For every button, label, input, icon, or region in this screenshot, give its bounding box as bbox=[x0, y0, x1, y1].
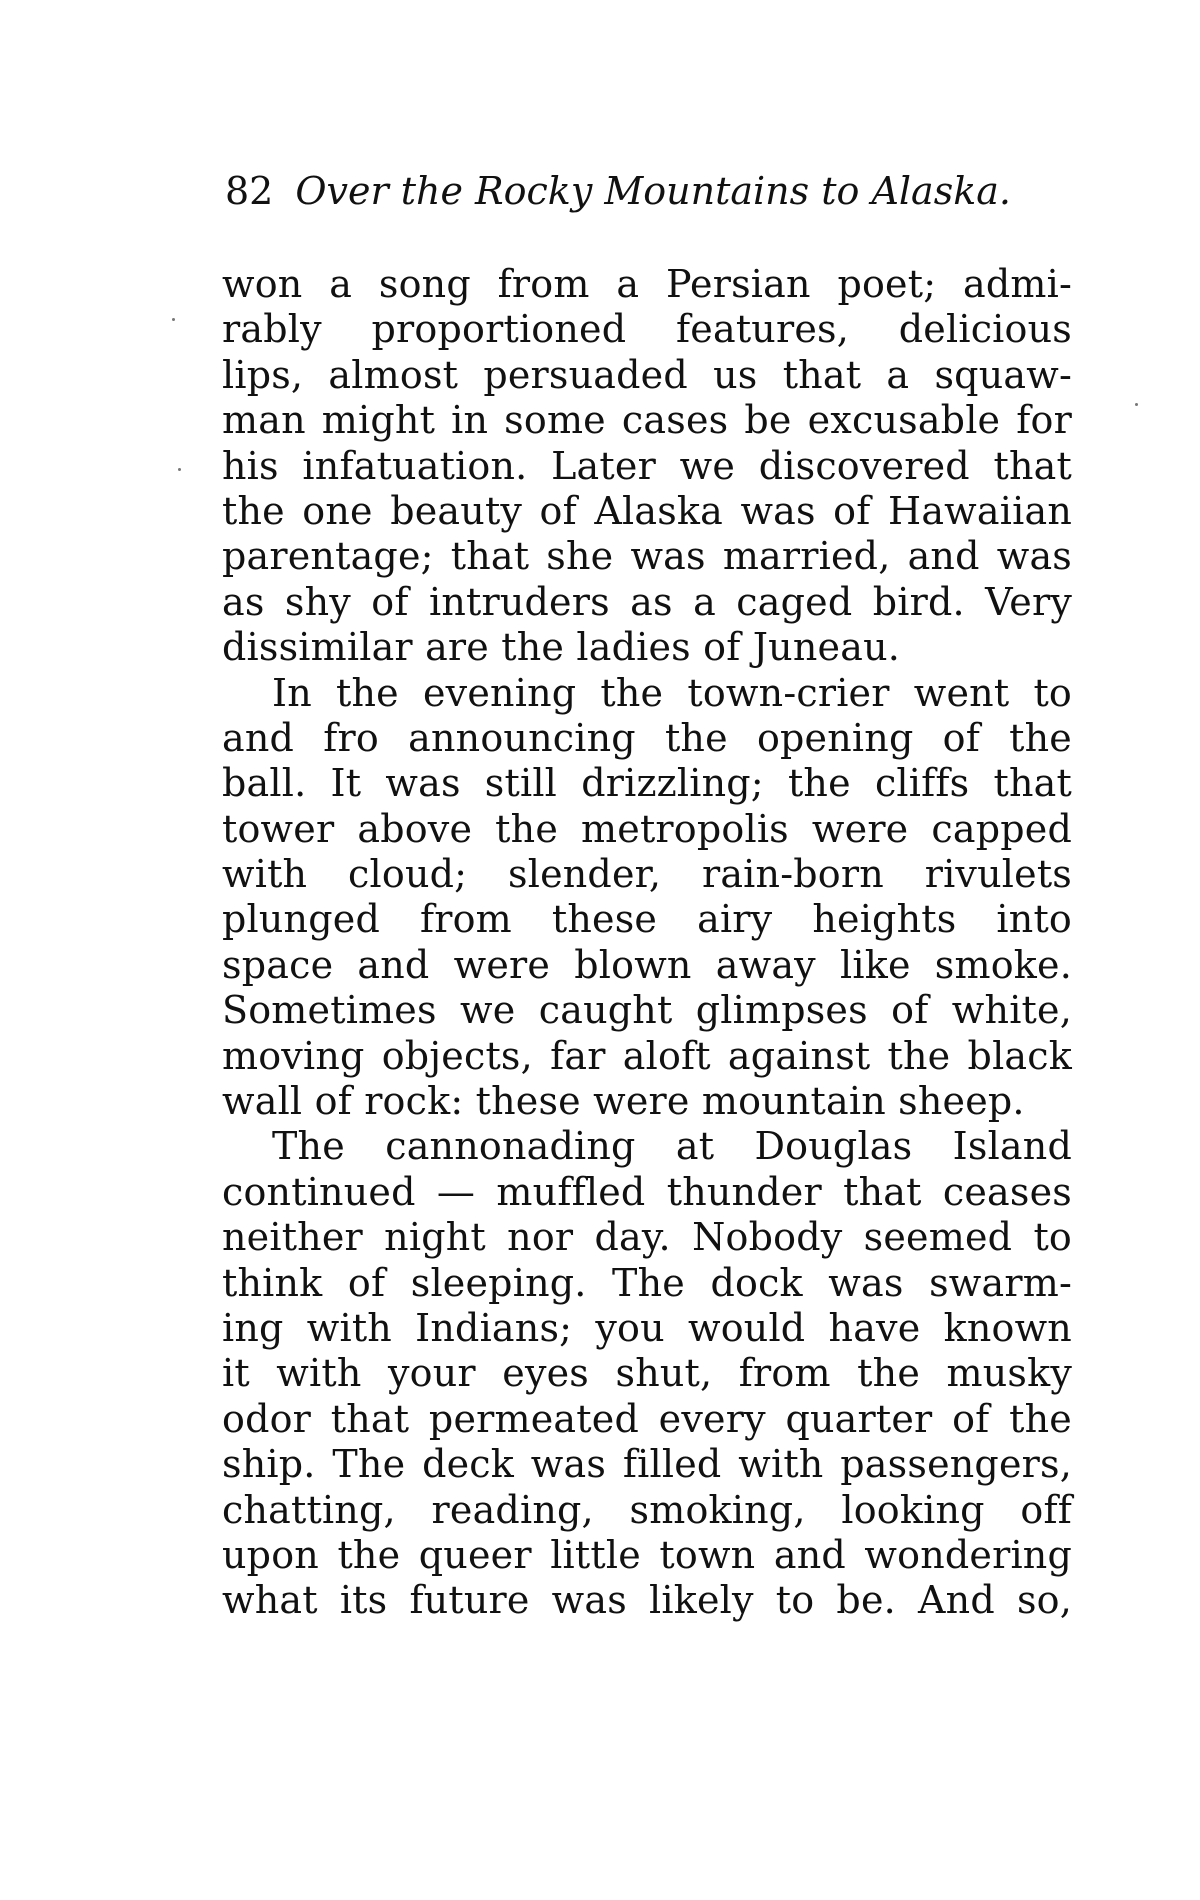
text-line: moving objects, far aloft against the black bbox=[222, 1033, 1072, 1078]
body-text bbox=[222, 262, 1072, 1624]
text-line: his infatuation. Later we discovered that bbox=[222, 443, 1072, 488]
paragraph bbox=[222, 1124, 1072, 1623]
text-line: odor that permeated every quarter of the bbox=[222, 1396, 1072, 1441]
text-line: In the evening the town-crier went to bbox=[272, 670, 1072, 715]
text-line: chatting, reading, smoking, looking off bbox=[222, 1487, 1072, 1532]
text-line: think of sleeping. The dock was swarm- bbox=[222, 1260, 1072, 1305]
paragraph bbox=[222, 262, 1072, 671]
text-line: lips, almost persuaded us that a squaw- bbox=[222, 352, 1072, 397]
scan-speck bbox=[172, 318, 175, 321]
text-line: and fro announcing the opening of the bbox=[222, 715, 1072, 760]
scan-speck bbox=[178, 468, 181, 471]
text-line: neither night nor day. Nobody seemed to bbox=[222, 1215, 1072, 1260]
text-line: won a song from a Persian poet; admi- bbox=[222, 262, 1072, 306]
text-line: the one beauty of Alaska was of Hawaiian bbox=[222, 488, 1072, 533]
paragraph bbox=[222, 671, 1072, 1125]
text-line: dissimilar are the ladies of Juneau. bbox=[222, 625, 901, 670]
text-line: space and were blown away like smoke. bbox=[222, 942, 1072, 987]
page-number: 82 bbox=[225, 169, 274, 213]
text-line: wall of rock: these were mountain sheep. bbox=[222, 1079, 1025, 1124]
text-line: The cannonading at Douglas Island bbox=[272, 1124, 1072, 1169]
text-line: parentage; that she was married, and was bbox=[222, 534, 1072, 579]
running-head bbox=[225, 168, 1075, 214]
text-line: ship. The deck was filled with passengers, bbox=[222, 1442, 1072, 1487]
scan-speck bbox=[1135, 403, 1138, 406]
text-line: man might in some cases be excusable for bbox=[222, 398, 1072, 443]
text-line: rably proportioned features, delicious bbox=[222, 307, 1072, 352]
text-line: tower above the metropolis were capped bbox=[222, 806, 1072, 851]
text-line: ball. It was still drizzling; the cliffs that bbox=[222, 761, 1072, 806]
text-line: ing with Indians; you would have known bbox=[222, 1305, 1072, 1350]
text-line: it with your eyes shut, from the musky bbox=[222, 1351, 1072, 1396]
text-line: as shy of intruders as a caged bird. Very bbox=[222, 579, 1072, 624]
book-title: Over the Rocky Mountains to Alaska. bbox=[295, 169, 1011, 213]
text-line: plunged from these airy heights into bbox=[222, 897, 1072, 942]
text-line: upon the queer little town and wondering bbox=[222, 1532, 1072, 1577]
text-line: what its future was likely to be. And so, bbox=[222, 1578, 1072, 1623]
text-line: Sometimes we caught glimpses of white, bbox=[222, 988, 1072, 1033]
text-line: continued — muffled thunder that ceases bbox=[222, 1169, 1072, 1214]
text-line: with cloud; slender, rain-born rivulets bbox=[222, 852, 1072, 897]
